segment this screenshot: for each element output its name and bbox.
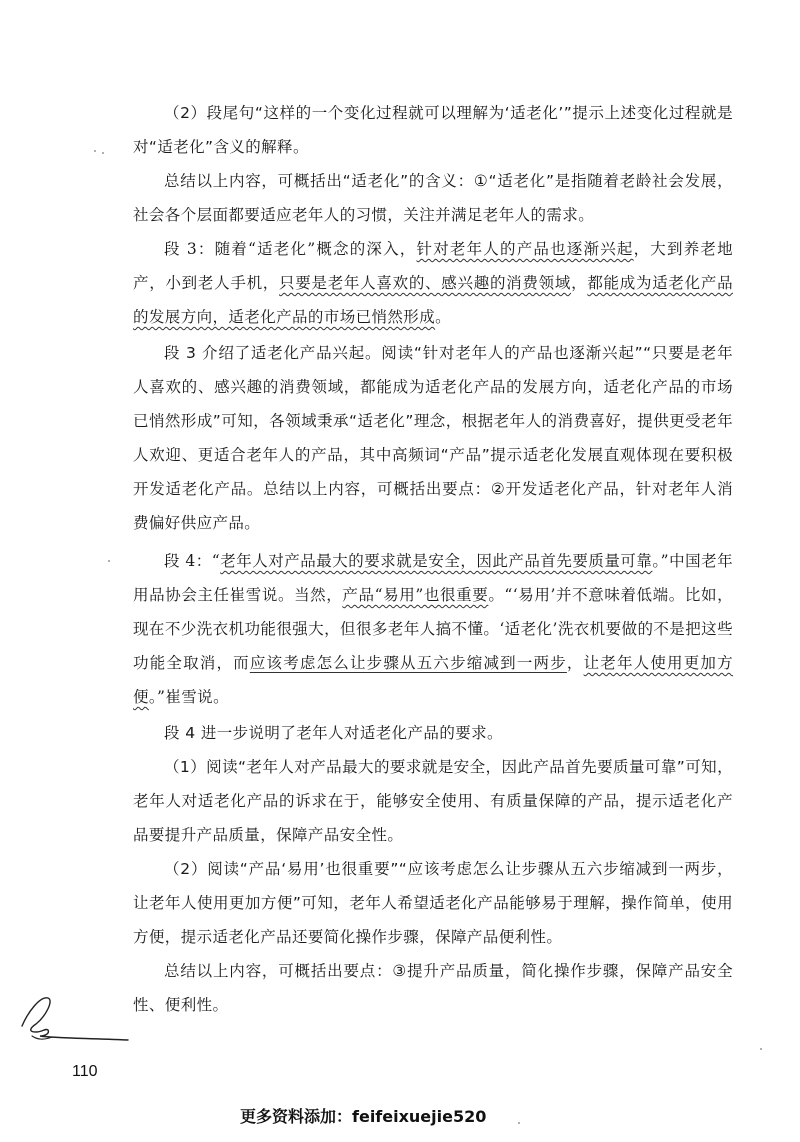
paragraph-2: 总结以上内容，可概括出“适老化”的含义：①“适老化”是指随着老龄社会发展，社会各个层面都要适应老年人的习惯，关注并满足老年人的需求。 bbox=[133, 172, 733, 224]
paragraph-1: （2）段尾句“这样的一个变化过程就可以理解为‘适老化’”提示上述变化过程就是对“适老化”含义的解释。 bbox=[133, 104, 733, 156]
footer-note: 更多资料添加：feifeixuejie520 bbox=[240, 1107, 487, 1126]
passage-4-wavy-3: 让老年人使用更加方便 bbox=[133, 654, 734, 706]
paragraph-4: 段 3 介绍了适老化产品兴起。阅读“针对老年人的产品也逐渐兴起”“只要是老年人喜欢的、感兴趣的消费领域，都能成为适老化产品的发展方向，适老化产品的市场已悄然形成”可知，各领域秉承“适老化”理念，根据老年人的消费喜好，提供更受老年人欢迎、更适合老年人的产品，其中高频词“产品”提示适老化发展直观体现在要积极开发适老化产品。总结以上内容，可概括出要点：②开发适老化产品，针对老年人消费偏好供应产品。 bbox=[133, 344, 733, 532]
passage-4-underline-1: 应该考虑怎么让步骤从五六步缩减到一两步 bbox=[249, 654, 567, 672]
paragraph-6: 段 4 进一步说明了老年人对适老化产品的要求。 bbox=[164, 724, 503, 742]
passage-4-prefix: 段 4：“ bbox=[164, 552, 221, 570]
passage-3-mid-1: ，大到养老地产，小到老人手机， bbox=[133, 240, 733, 292]
page-number: 110 bbox=[72, 1063, 98, 1080]
passage-4-mid-3: ， bbox=[566, 654, 584, 672]
passage-3-prefix: 段 3：随着“适老化”概念的深入， bbox=[164, 240, 417, 258]
paragraph-7: （1）阅读“老年人对产品最大的要求就是安全，因此产品首先要质量可靠”可知，老年人对适老化产品的诉求在于，能够安全使用、有质量保障的产品，提示适老化产品要提升产品质量，保障产品安全性。 bbox=[133, 758, 733, 844]
passage-3-mid-2: ， bbox=[571, 274, 588, 292]
passage-4-suffix: 。”崔雪说。 bbox=[148, 688, 229, 706]
passage-segment-3 bbox=[133, 232, 733, 334]
passage-4-mid-2: 。“‘易用’并不意味着低端。比如，现在不少洗衣机功能很强大，但很多老年人搞不懂。‘适老化’洗衣机要做的不是把这些功能全取消，而 bbox=[133, 586, 733, 672]
passage-3-wavy-3: 都能成为适老化产品的发展方向，适老化产品的市场已悄然形成 bbox=[133, 274, 734, 326]
passage-4-wavy-1: 老年人对产品最大的要求就是安全，因此产品首先要质量可靠 bbox=[220, 552, 653, 570]
passage-segment-4 bbox=[133, 544, 733, 714]
scan-speck bbox=[94, 150, 96, 152]
passage-3-suffix: 。 bbox=[435, 308, 452, 326]
scan-speck bbox=[518, 1122, 520, 1124]
scan-speck bbox=[102, 152, 104, 154]
handwritten-signature bbox=[18, 990, 138, 1052]
passage-3-wavy-2: 只要是老年人喜欢的、感兴趣的消费领域 bbox=[279, 274, 572, 292]
scan-speck bbox=[108, 560, 110, 562]
paragraph-8: （2）阅读“产品‘易用’也很重要”“应该考虑怎么让步骤从五六步缩减到一两步，让老年人使用更加方便”可知，老年人希望适老化产品能够易于理解，操作简单，使用方便，提示适老化产品还要简化操作步骤，保障产品便利性。 bbox=[133, 860, 733, 946]
passage-3-wavy-1: 针对老年人的产品也逐渐兴起 bbox=[416, 240, 634, 258]
passage-4-wavy-2: 产品“易用”也很重要 bbox=[342, 586, 489, 604]
scan-speck bbox=[760, 1048, 762, 1050]
paragraph-9: 总结以上内容，可概括出要点：③提升产品质量，简化操作步骤，保障产品安全性、便利性。 bbox=[133, 962, 733, 1014]
passage-4-mid-1: 。”中国老年用品协会主任崔雪说。当然， bbox=[133, 552, 733, 604]
